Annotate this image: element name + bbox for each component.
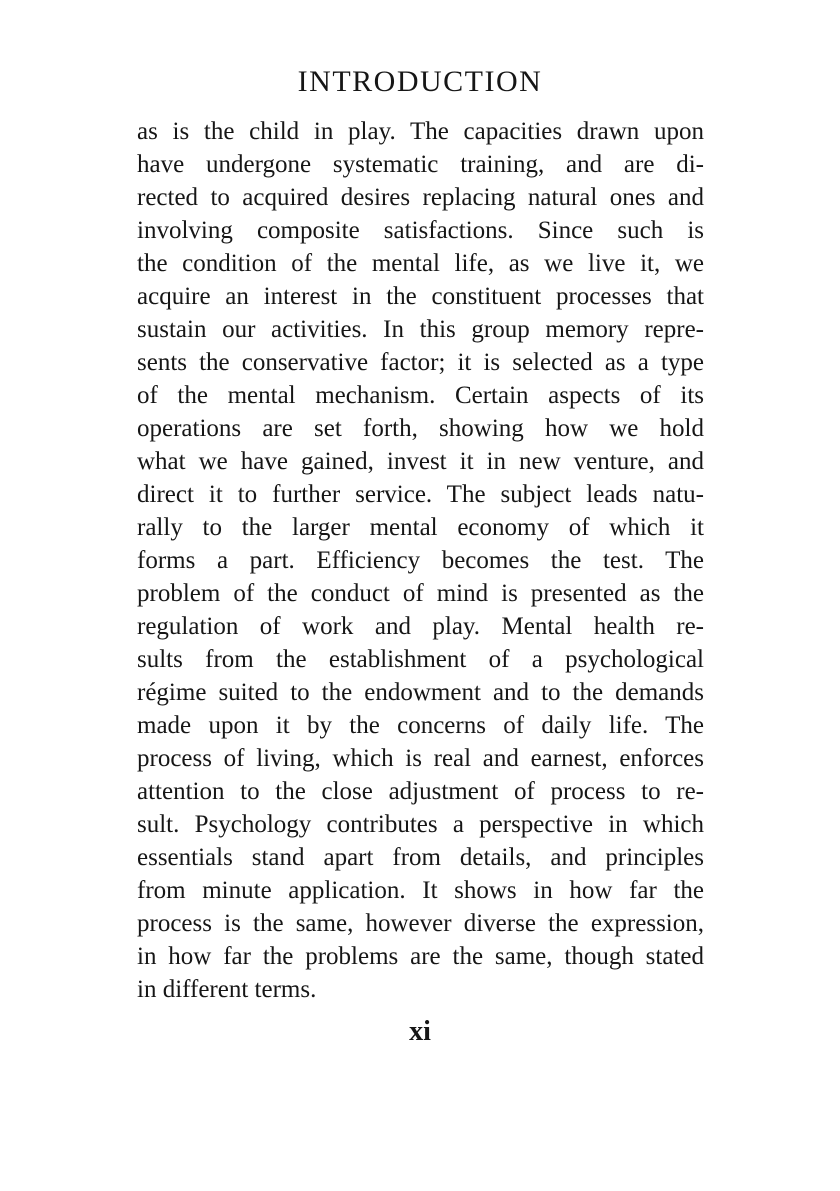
text-line: process is the same, however diverse the expression,: [137, 910, 704, 937]
text-line: attention to the close adjustment of process to re-: [137, 778, 704, 805]
text-line: problem of the conduct of mind is presented as the: [137, 580, 704, 607]
text-line: of the mental mechanism. Certain aspects of its: [137, 382, 704, 409]
text-line: the condition of the mental life, as we live it, we: [137, 250, 704, 277]
text-line: have undergone systematic training, and are di-: [137, 151, 704, 178]
text-line: process of living, which is real and earnest, enforces: [137, 745, 704, 772]
text-line: rally to the larger mental economy of which it: [137, 514, 704, 541]
text-line: sult. Psychology contributes a perspective in which: [137, 811, 704, 838]
text-line: what we have gained, invest it in new venture, and: [137, 448, 704, 475]
text-line: direct it to further service. The subject leads natu-: [137, 481, 704, 508]
text-line: from minute application. It shows in how far the: [137, 877, 704, 904]
text-line: acquire an interest in the constituent processes that: [137, 283, 704, 310]
text-line: as is the child in play. The capacities drawn upon: [137, 118, 704, 145]
text-line: operations are set forth, showing how we hold: [137, 415, 704, 442]
text-line: régime suited to the endowment and to the demands: [137, 679, 704, 706]
text-line: rected to acquired desires replacing natural ones and: [137, 184, 704, 211]
text-line: forms a part. Efficiency becomes the test. The: [137, 547, 704, 574]
text-line: sents the conservative factor; it is selected as a type: [137, 349, 704, 376]
text-line: regulation of work and play. Mental health re-: [137, 613, 704, 640]
text-line: in different terms.: [137, 976, 317, 1003]
text-line: in how far the problems are the same, though stated: [137, 943, 704, 970]
body-paragraph: [137, 115, 704, 1006]
text-line: sustain our activities. In this group memory repre-: [137, 316, 704, 343]
running-head-title: INTRODUCTION: [297, 65, 543, 98]
text-line: essentials stand apart from details, and principles: [137, 844, 704, 871]
text-line: made upon it by the concerns of daily life. The: [137, 712, 704, 739]
text-line: sults from the establishment of a psychological: [137, 646, 704, 673]
text-line: involving composite satisfactions. Since such is: [137, 217, 704, 244]
page-number: xi: [409, 1016, 431, 1047]
